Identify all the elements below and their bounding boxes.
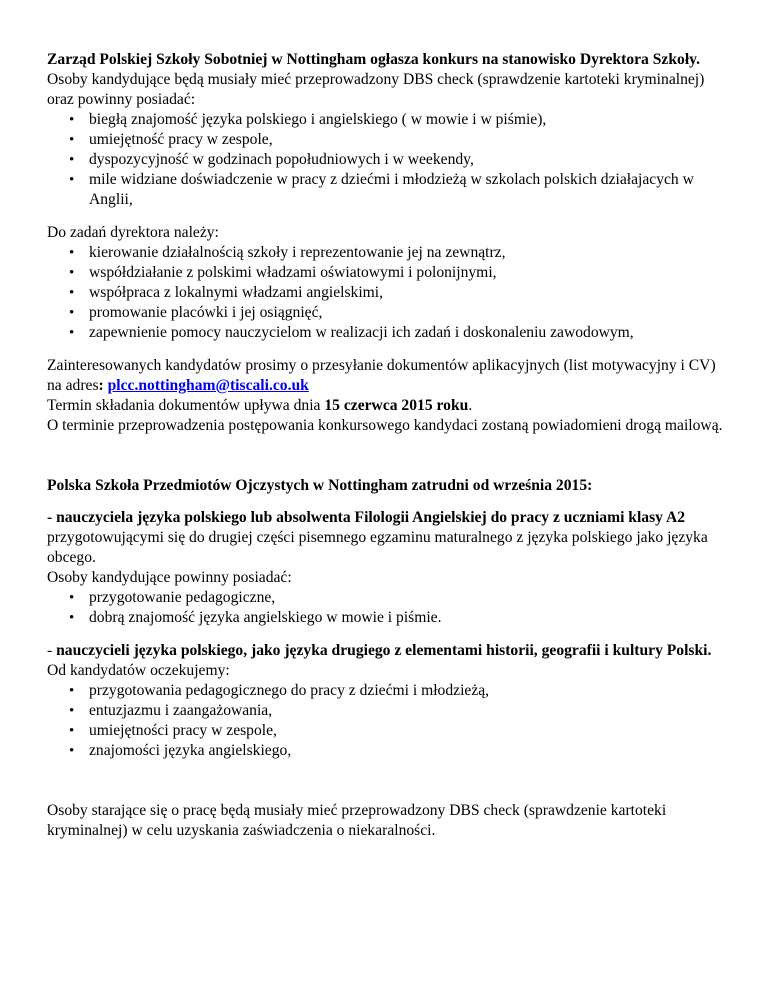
position2-req-list <box>47 681 728 761</box>
notice-paragraph: O terminie przeprowadzenia postępowania konkursowego kandydaci zostaną powiadomieni drogą mailową. <box>47 417 723 434</box>
section1-intro: Osoby kandydujące będą musiały mieć przeprowadzony DBS check (sprawdzenie kartoteki kryminalnej) oraz powinny posiadać: <box>47 71 705 108</box>
list-item: • współdziałanie z polskimi władzami oświatowymi i polonijnymi, <box>89 263 728 283</box>
list-item: • entuzjazmu i zaangażowania, <box>89 701 728 721</box>
application-paragraph <box>47 356 728 396</box>
list-item: • umiejętności pracy w zespole, <box>89 721 728 741</box>
position2-req-heading: Od kandydatów oczekujemy: <box>47 662 230 679</box>
position1-description: przygotowującymi się do drugiej części pisemnego egzaminu maturalnego z języka polskiego jako języka obcego. <box>47 529 708 566</box>
section1-title: Zarząd Polskiej Szkoły Sobotniej w Nottingham ogłasza konkurs na stanowisko Dyrektora Szkoły. <box>47 51 700 68</box>
requirements-list <box>47 110 728 210</box>
position2-paragraph <box>47 641 728 661</box>
position2-dash: - <box>47 642 57 659</box>
list-item: • przygotowania pedagogicznego do pracy z dziećmi i młodzieżą, <box>89 681 728 701</box>
email-link[interactable]: plcc.nottingham@tiscali.co.uk <box>107 377 309 394</box>
position1-req-heading: Osoby kandydujące powinny posiadać: <box>47 569 292 586</box>
duties-list <box>47 243 728 343</box>
deadline-end: . <box>468 397 473 414</box>
list-item: • przygotowanie pedagogiczne, <box>89 588 728 608</box>
list-item: • znajomości języka angielskiego, <box>89 741 728 761</box>
list-item: • dyspozycyjność w godzinach popołudniowych i w weekendy, <box>89 150 728 170</box>
list-item: • promowanie placówki i jej osiągnięć, <box>89 303 728 323</box>
section2-title: Polska Szkoła Przedmiotów Ojczystych w Nottingham zatrudni od września 2015: <box>47 477 593 494</box>
list-item: • umiejętność pracy w zespole, <box>89 130 728 150</box>
list-item: • mile widziane doświadczenie w pracy z dziećmi i młodzieżą w szkolach polskich działajacych w Anglii, <box>89 170 728 210</box>
position2-title: nauczycieli języka polskiego, jako języka drugiego z elementami historii, geografii i kultury Polski. <box>56 642 712 659</box>
apply-text: Zainteresowanych kandydatów prosimy o przesyłanie dokumentów aplikacyjnych (list motywacyjny i CV) na adres <box>47 357 716 394</box>
list-item: • współpraca z lokalnymi władzami angielskimi, <box>89 283 728 303</box>
list-item: • biegłą znajomość języka polskiego i angielskiego ( w mowie i w piśmie), <box>89 110 728 130</box>
list-item: • dobrą znajomość języka angielskiego w mowie i piśmie. <box>89 608 728 628</box>
closing-paragraph: Osoby starające się o pracę będą musiały mieć przeprowadzony DBS check (sprawdzenie kartoteki kryminalnej) w celu uzyskania zaświadczenia o niekaralności. <box>47 802 667 839</box>
deadline-paragraph <box>47 396 728 416</box>
deadline-text: Termin składania dokumentów upływa dnia <box>47 397 325 414</box>
position1-req-list <box>47 588 728 628</box>
list-item: • kierowanie działalnością szkoły i reprezentowanie jej na zewnątrz, <box>89 243 728 263</box>
duties-heading: Do zadań dyrektora należy: <box>47 224 219 241</box>
deadline-date: 15 czerwca 2015 roku <box>324 397 469 414</box>
apply-colon: : <box>98 377 108 394</box>
position1-paragraph <box>47 508 728 568</box>
position1-title: - nauczyciela języka polskiego lub absolwenta Filologii Angielskiej do pracy z uczniami klasy A2 <box>47 509 686 526</box>
list-item: • zapewnienie pomocy nauczycielom w realizacji ich zadań i doskonaleniu zawodowym, <box>89 323 728 343</box>
